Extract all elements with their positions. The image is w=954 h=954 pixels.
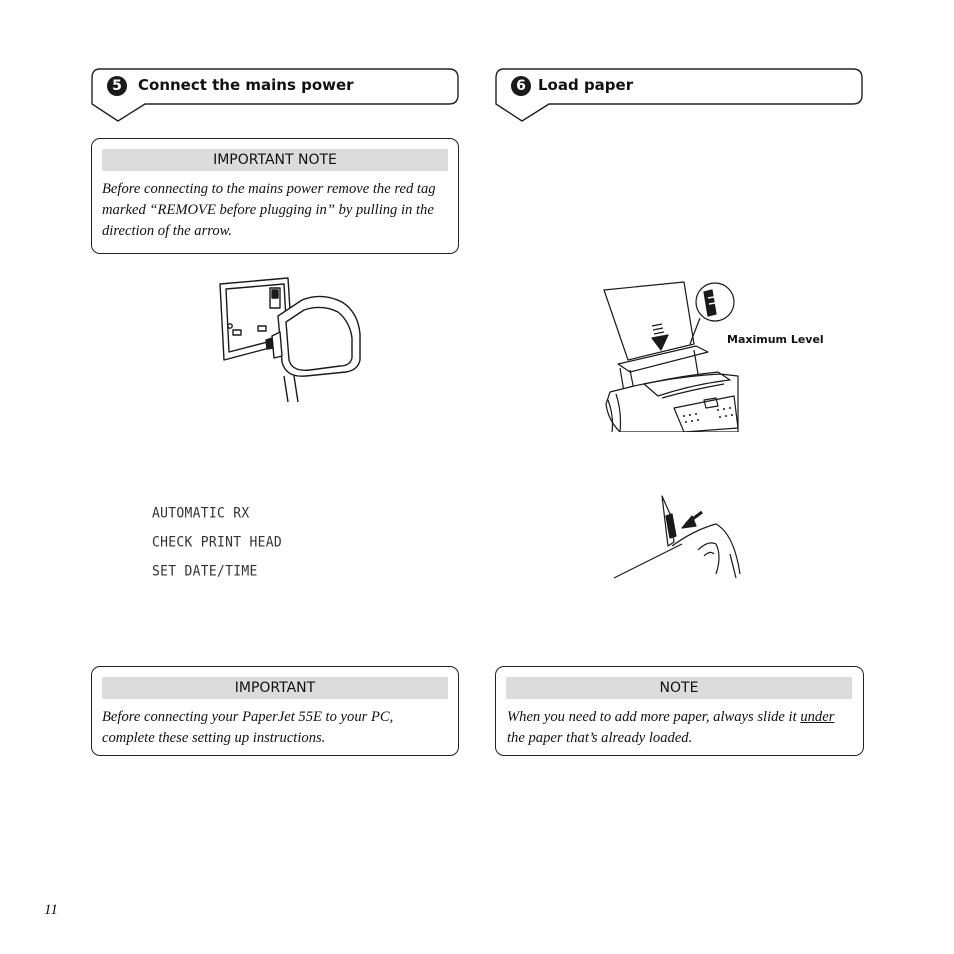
note-text-before: When you need to add more paper, always slide it: [507, 709, 801, 725]
lcd-message-2: CHECK PRINT HEAD: [152, 534, 283, 551]
step-6-header: [494, 68, 864, 124]
maximum-level-caption: Maximum Level: [727, 333, 824, 346]
note-title: NOTE: [506, 677, 852, 699]
step-number-badge: 5: [107, 76, 127, 96]
note-box: [495, 666, 864, 756]
important-note-box: [91, 138, 459, 254]
step-5-header: [90, 68, 460, 124]
page-number: 11: [44, 902, 58, 918]
fax-paper-loading-illustration: [600, 280, 740, 432]
note-text-after: the paper that’s already loaded.: [507, 730, 693, 746]
important-note-title: IMPORTANT NOTE: [102, 149, 448, 171]
step-title: Connect the mains power: [138, 76, 354, 94]
step-title: Load paper: [538, 76, 634, 94]
mains-plug-illustration: [218, 276, 363, 402]
lcd-message-3: SET DATE/TIME: [152, 563, 258, 580]
important-box: [91, 666, 459, 756]
important-title: IMPORTANT: [102, 677, 448, 699]
step-number-badge: 6: [511, 76, 531, 96]
important-text: Before connecting your PaperJet 55E to your PC, complete these setting up instructions.: [102, 709, 394, 746]
note-text-underlined: under: [800, 709, 835, 725]
important-note-text: Before connecting to the mains power remove the red tag marked “REMOVE before plugging in” by pulling in the direction of the arrow.: [102, 181, 436, 239]
lcd-message-1: AUTOMATIC RX: [152, 505, 250, 522]
note-text: [507, 707, 852, 749]
paper-guide-illustration: [612, 494, 744, 580]
